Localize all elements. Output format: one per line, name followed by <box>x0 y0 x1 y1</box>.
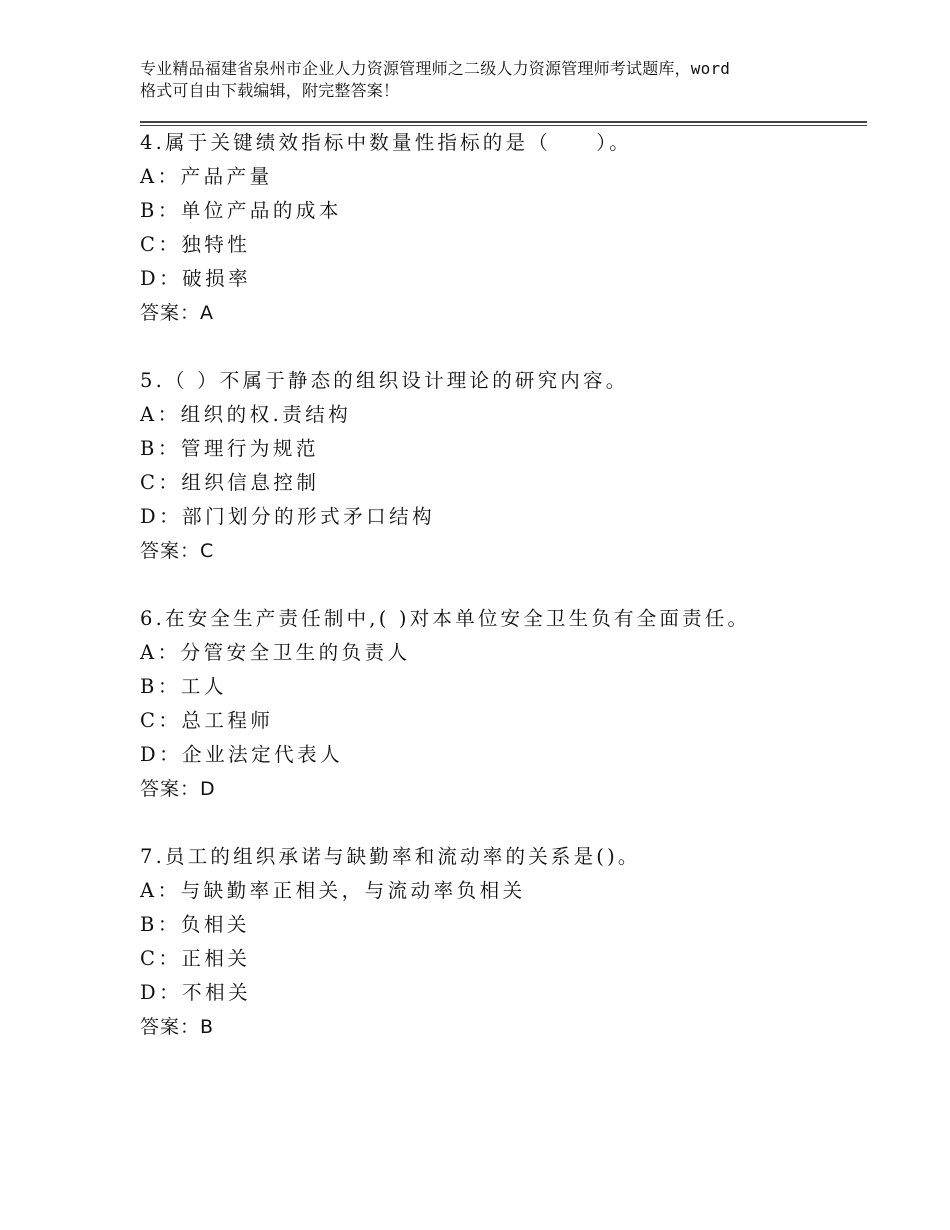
answer-label: 答案：C <box>140 540 215 562</box>
document-header <box>140 58 840 102</box>
option-a: A：分管安全卫生的负责人 <box>140 641 411 664</box>
answer-label: 答案：D <box>140 778 216 800</box>
question-stem: 6.在安全生产责任制中,( )对本单位安全卫生负有全面责任。 <box>140 607 751 630</box>
header-divider-thick <box>140 121 867 123</box>
answer-label: 答案：B <box>140 1016 215 1038</box>
question-stem: 5.（ ）不属于静态的组织设计理论的研究内容。 <box>140 369 629 392</box>
option-d: D：企业法定代表人 <box>140 743 344 766</box>
option-d: D：不相关 <box>140 981 252 1004</box>
option-a: A：与缺勤率正相关，与流动率负相关 <box>140 879 526 902</box>
option-b: B：管理行为规范 <box>140 437 319 460</box>
option-b: B：单位产品的成本 <box>140 199 342 222</box>
option-c: C：组织信息控制 <box>140 471 320 494</box>
header-line-1: 专业精品福建省泉州市企业人力资源管理师之二级人力资源管理师考试题库，word <box>140 59 731 78</box>
answer-label: 答案：A <box>140 302 214 324</box>
option-c: C：总工程师 <box>140 709 274 732</box>
option-d: D：破损率 <box>140 267 252 290</box>
option-c: C：独特性 <box>140 233 251 256</box>
question-6 <box>140 602 860 840</box>
question-7 <box>140 840 860 1078</box>
question-list <box>140 126 860 1078</box>
option-a: A：组织的权.责结构 <box>140 403 352 426</box>
header-line-2: 格式可自由下载编辑，附完整答案！ <box>140 81 400 100</box>
option-b: B：工人 <box>140 675 227 698</box>
option-d: D：部门划分的形式矛口结构 <box>140 505 436 528</box>
question-5 <box>140 364 860 602</box>
question-4 <box>140 126 860 364</box>
question-stem: 7.员工的组织承诺与缺勤率和流动率的关系是()。 <box>140 845 641 868</box>
option-c: C：正相关 <box>140 947 251 970</box>
option-b: B：负相关 <box>140 913 250 936</box>
option-a: A：产品产量 <box>140 165 273 188</box>
question-stem: 4.属于关键绩效指标中数量性指标的是（ ）。 <box>140 131 632 154</box>
